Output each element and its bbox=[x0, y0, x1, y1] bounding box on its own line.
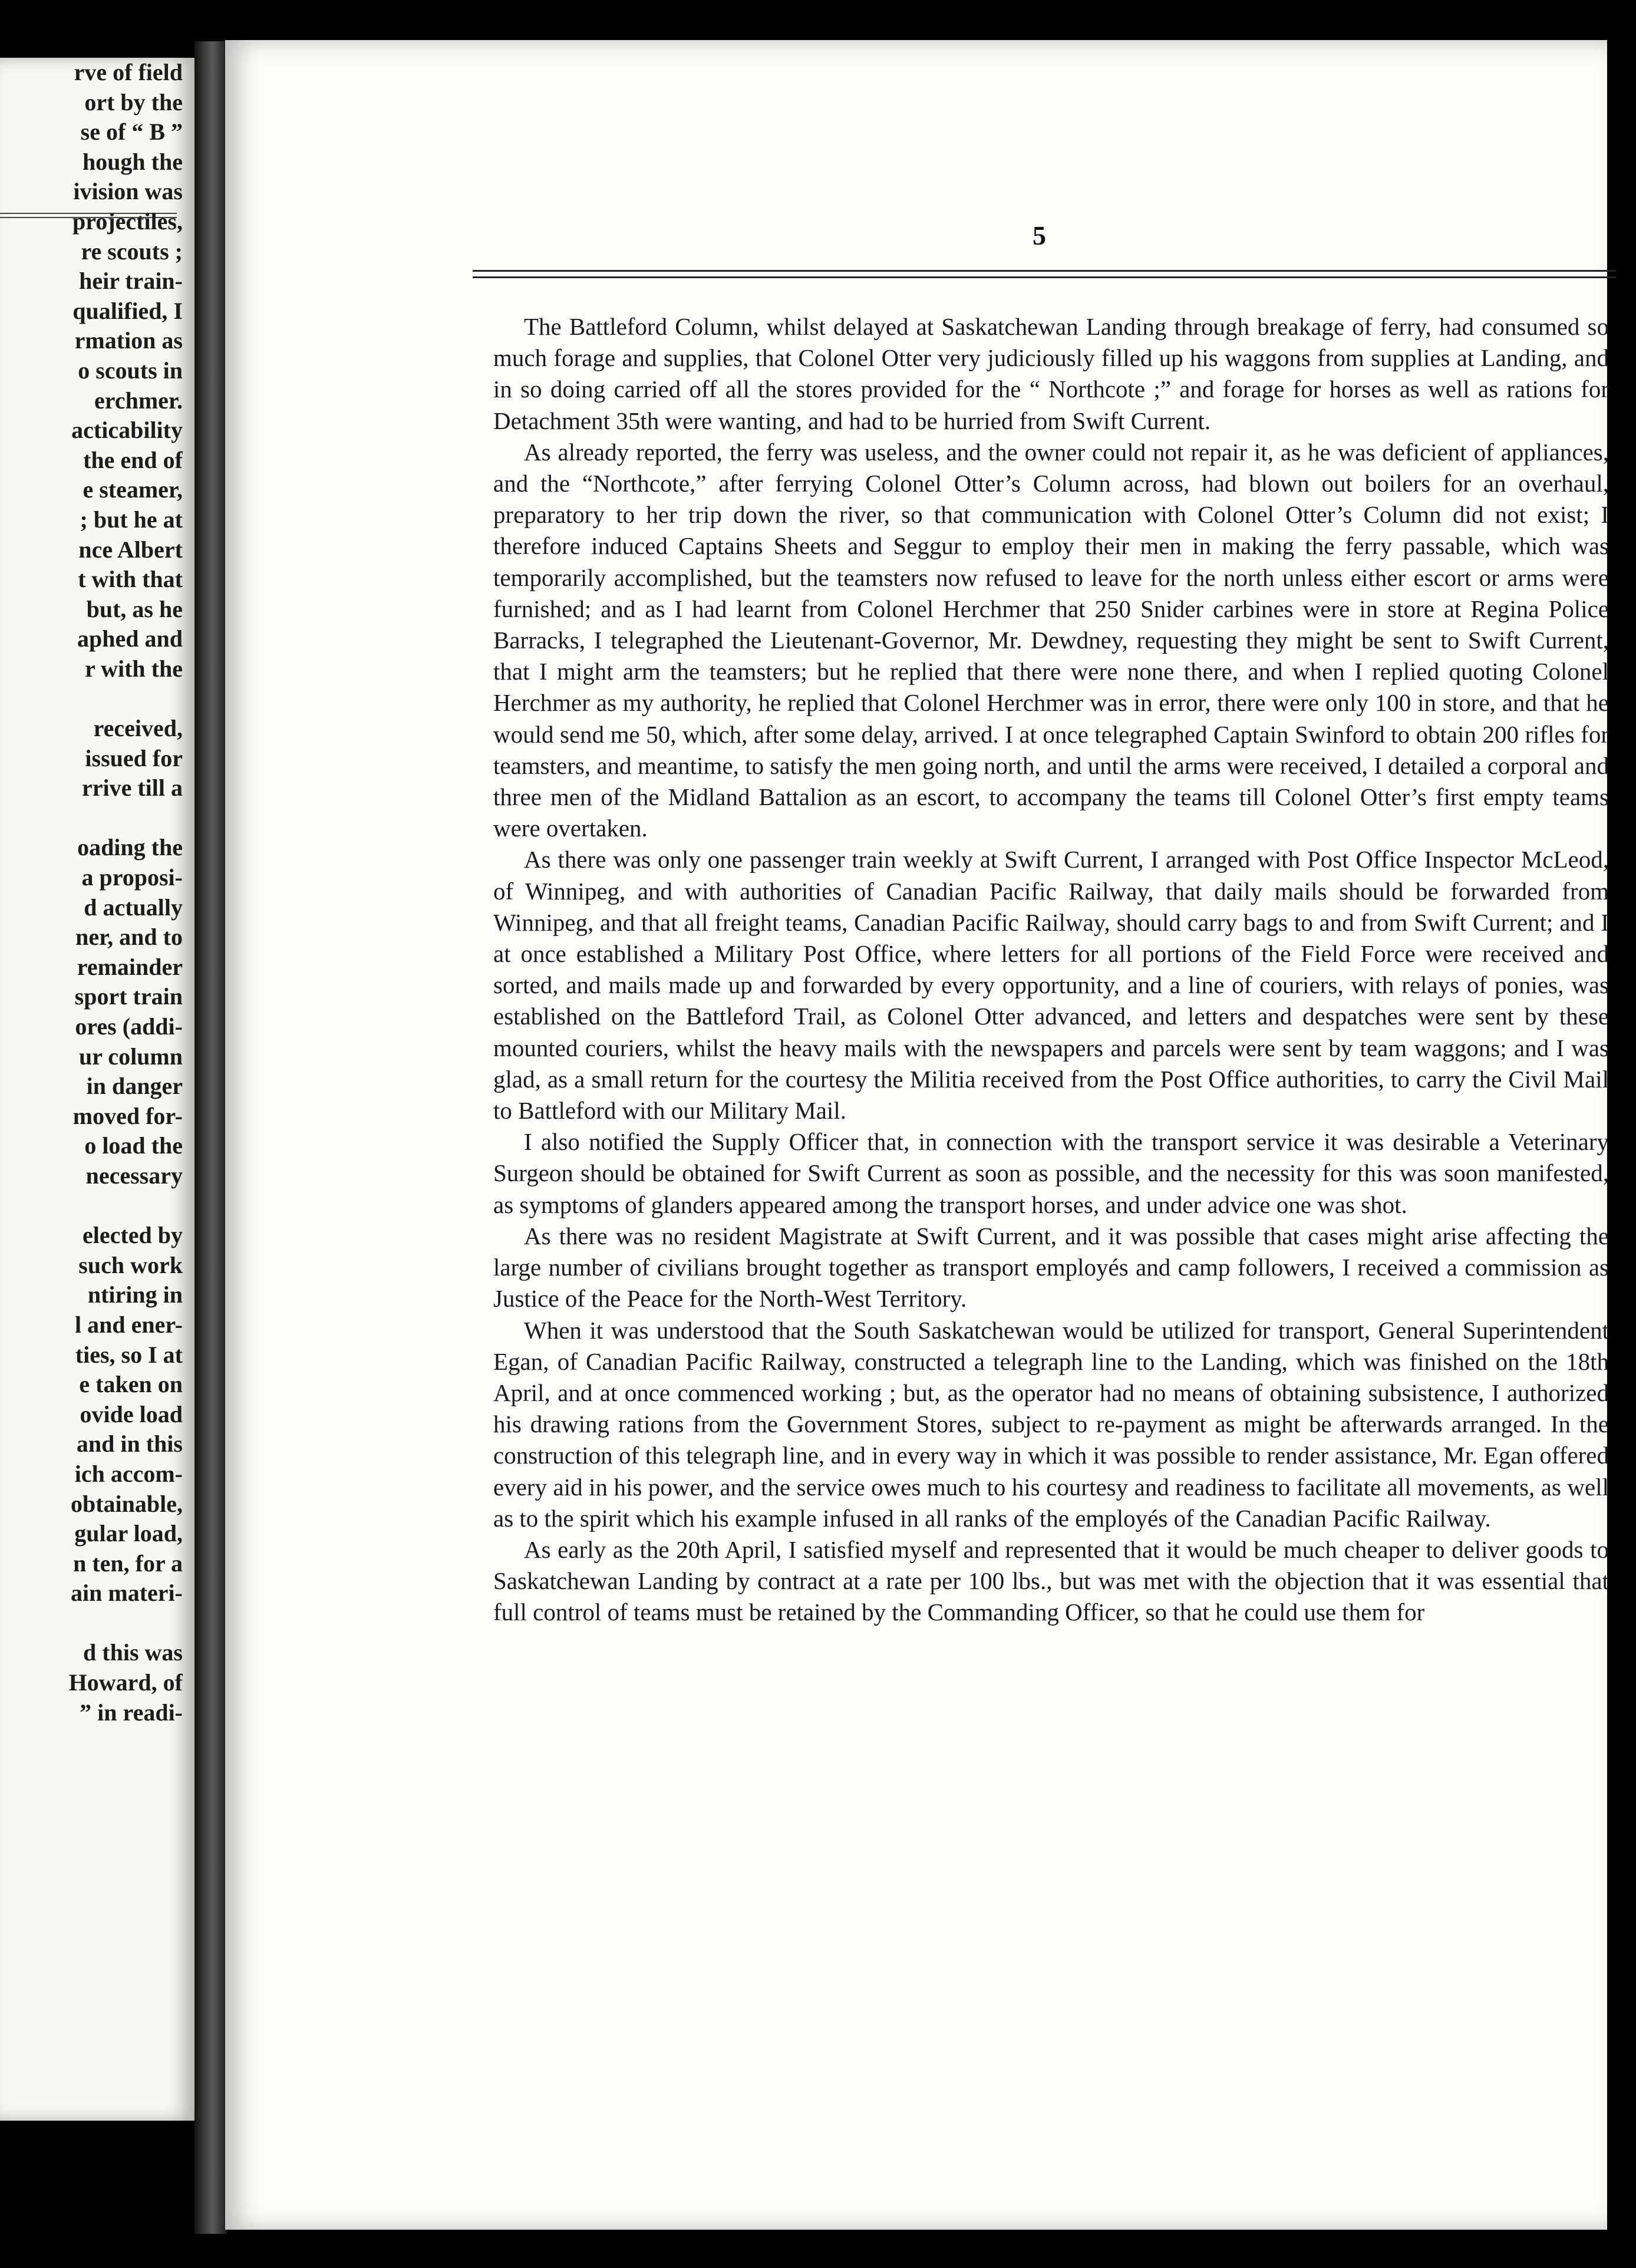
facing-page-line: but, as he bbox=[86, 595, 183, 622]
facing-page-line: e steamer, bbox=[83, 476, 183, 503]
facing-page-line: the end of bbox=[83, 446, 183, 473]
facing-page-line: rve of field bbox=[74, 59, 183, 85]
facing-page-line: Howard, of bbox=[68, 1669, 183, 1696]
facing-page-line: gular load, bbox=[74, 1520, 183, 1547]
facing-page-line: d this was bbox=[83, 1639, 183, 1666]
facing-page-line: ores (addi- bbox=[75, 1013, 183, 1040]
book-gutter bbox=[194, 41, 227, 2234]
paragraph: The Battleford Column, whilst delayed at Saskatchewan Landing through breakage of ferry, had consumed so much forage and supplies, that Colonel Otter very judiciously filled up his waggons from supplies at Landing, and in so doing carried off all the stores provided for the “ Northcote ;” and forage for horses as well as rations for Detachment 35th were wanting, and had to be hurried from Swift Current. bbox=[493, 313, 1609, 434]
facing-page-fragment bbox=[0, 58, 194, 2121]
facing-page-line: ich accom- bbox=[74, 1460, 183, 1487]
paragraph: As already reported, the ferry was useless, and the owner could not repair it, as he was deficient of appliances, and the “Northcote,” after ferrying Colonel Otter’s Column across, had blown out boilers for an overhaul, preparatory to her trip down the river, so that communication with Colonel Otter’s Column did not exist; I therefore induced Captains Sheets and Seggur to employ their men in making the ferry passable, which was temporarily accomplished, but the teamsters now refused to leave for the north unless either escort or arms were furnished; and as I had learnt from Colonel Herchmer that 250 Snider carbines were in store at Regina Police Barracks, I telegraphed the Lieutenant-Governor, Mr. Dewdney, requesting they might be sent to Swift Current, that I might arm the teamsters; but he replied that there were none there, and when I replied quoting Colonel Herchmer as my authority, he replied that Colonel Herchmer was in error, there were only 100 in store, and that he would send me 50, which, after some delay, arrived. I at once telegraphed Captain Swinford to obtain 200 rifles for teamsters, and meantime, to satisfy the men going north, and until the arms were received, I detailed a corporal and three men of the Midland Battalion as an escort, to accompany the teams till Colonel Otter’s first empty teams were overtaken. bbox=[493, 438, 1609, 842]
facing-page-line: r with the bbox=[85, 655, 183, 682]
facing-page-line: necessary bbox=[85, 1162, 183, 1189]
facing-page-line bbox=[0, 684, 183, 714]
facing-page-text bbox=[0, 58, 183, 1728]
facing-page-line: se of “ B ” bbox=[80, 118, 183, 146]
facing-page-line: ivision was bbox=[73, 178, 183, 205]
paragraph: When it was understood that the South Saskatchewan would be utilized for transport, General Superintendent Egan, of Canadian Pacific Railway, constructed a telegraph line to the Landing, which was finished on the 18th April, and at once commenced working ; but, as the operator had no means of obtaining subsistence, I authorized his drawing rations from the Government Stores, subject to re-payment as might be afterwards arranged. In the construction of this telegraph line, and in every way in which it was possible to render assistance, Mr. Egan offered every aid in his power, and the service owes much to his courtesy and readiness to facilitate all movements, as well as to the spirit which his example infused in all ranks of the employés of the Canadian Pacific Railway. bbox=[493, 1316, 1609, 1532]
facing-page-line: heir train- bbox=[79, 268, 183, 295]
facing-page-line: l and ener- bbox=[75, 1311, 183, 1338]
facing-page-line bbox=[0, 1608, 183, 1639]
facing-page-line: rrive till a bbox=[81, 774, 183, 802]
facing-page-line bbox=[0, 803, 183, 833]
facing-page-line: hough the bbox=[82, 148, 183, 175]
facing-page-line: rmation as bbox=[74, 327, 183, 354]
facing-page-line: re scouts ; bbox=[81, 238, 183, 265]
facing-page-line: issued for bbox=[85, 744, 183, 772]
facing-page-line: ovide load bbox=[80, 1400, 183, 1428]
facing-page-line: projectiles, bbox=[72, 207, 183, 235]
facing-page-line: e taken on bbox=[79, 1371, 183, 1398]
facing-page-line: o load the bbox=[84, 1132, 183, 1159]
facing-page-line: acticability bbox=[71, 417, 183, 444]
facing-page-line: aphed and bbox=[77, 625, 183, 652]
facing-page-line: ur column bbox=[79, 1043, 183, 1070]
facing-page-line: erchmer. bbox=[94, 387, 183, 414]
body-text bbox=[493, 311, 1609, 1629]
paragraph: As there was only one passenger train weekly at Swift Current, I arranged with Post Office Inspector McLeod, of Winnipeg, and with authorities of Canadian Pacific Railway, that daily mails should be forwarded from Winnipeg, and that all freight teams, Canadian Pacific Railway, should carry bags to and from Swift Current; and I at once established a Military Post Office, where letters for all portions of the Field Force were received and sorted, and mails made up and forwarded by every opportunity, and a line of couriers, with relays of ponies, was established on the Battleford Trail, as Colonel Otter advanced, and letters and despatches were sent by these mounted couriers, whilst the heavy mails with the newspapers and parcels were sent by team waggons; and I was glad, as a small return for the courtesy the Militia received from the Post Office authorities, to carry the Civil Mail to Battleford with our Military Mail. bbox=[493, 846, 1609, 1125]
facing-page-line: a proposi- bbox=[81, 864, 183, 891]
facing-page-line: n ten, for a bbox=[73, 1550, 183, 1577]
facing-page-line: ner, and to bbox=[75, 924, 183, 951]
facing-page-line: such work bbox=[78, 1251, 183, 1278]
facing-page-line: ain materi- bbox=[71, 1580, 183, 1607]
facing-page-line: o scouts in bbox=[78, 357, 183, 384]
facing-page-line: in danger bbox=[86, 1073, 183, 1100]
facing-page-line: d actually bbox=[84, 894, 183, 921]
facing-page-line: remainder bbox=[77, 953, 183, 980]
paragraph: As early as the 20th April, I satisfied myself and represented that it would be much cheaper to deliver goods to Saskatchewan Landing by contract at a rate per 100 lbs., but was met with the objection that it was essential that full control of teams must be retained by the Commanding Officer, so that he could use them for bbox=[493, 1535, 1609, 1626]
facing-page-line: nce Albert bbox=[78, 536, 183, 563]
facing-page-line: obtainable, bbox=[70, 1490, 183, 1517]
paragraph: As there was no resident Magistrate at Swift Current, and it was possible that cases might arise affecting the large number of civilians brought together as transport employés and camp followers, I received a commission as Justice of the Peace for the North-West Territory. bbox=[493, 1222, 1609, 1313]
facing-page-line bbox=[0, 1191, 183, 1221]
facing-page-line: ties, so I at bbox=[75, 1341, 183, 1368]
book-page bbox=[225, 40, 1607, 2230]
facing-page-line: sport train bbox=[74, 983, 183, 1010]
facing-page-line: ” in readi- bbox=[80, 1699, 183, 1726]
facing-page-line: t with that bbox=[78, 566, 183, 593]
facing-page-line: ntiring in bbox=[87, 1281, 183, 1308]
facing-page-line: ort by the bbox=[84, 88, 183, 116]
facing-page-line: ; but he at bbox=[80, 506, 183, 533]
facing-page-line: and in this bbox=[76, 1430, 183, 1458]
facing-page-line: qualified, I bbox=[72, 297, 183, 324]
facing-page-line: received, bbox=[93, 715, 183, 742]
header-rule bbox=[473, 270, 1616, 278]
facing-page-line: elected by bbox=[83, 1222, 183, 1249]
paragraph: I also notified the Supply Officer that, in connection with the transport service it was desirable a Veterinary Surgeon should be obtained for Swift Current as soon as possible, and the necessity for this was soon manifested, as symptoms of glanders appeared among the transport horses, and under advice one was shot. bbox=[493, 1128, 1609, 1218]
page-number: 5 bbox=[1033, 220, 1046, 250]
facing-page-line: moved for- bbox=[72, 1102, 183, 1129]
facing-page-line: oading the bbox=[77, 834, 183, 861]
